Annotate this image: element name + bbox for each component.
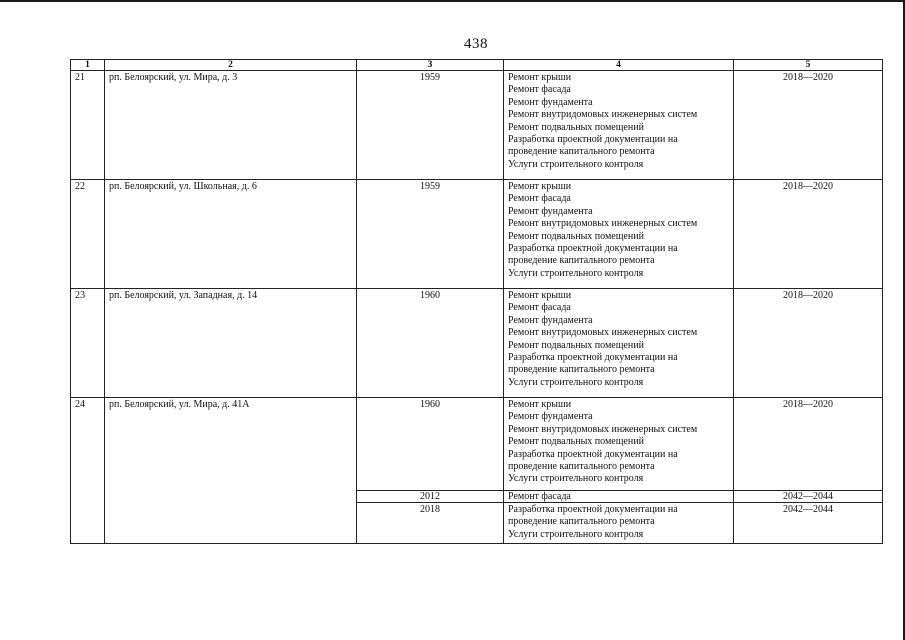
work-item: Разработка проектной документации на [508,352,678,364]
work-item: Услуги строительного контроля [508,158,644,170]
table-row [71,180,883,289]
column-header: 1 [71,60,105,71]
period-cell: 2018—2020 [734,398,883,491]
work-item: Услуги строительного контроля [508,473,644,485]
work-item: проведение капитального ремонта [508,516,655,528]
works-cell [504,180,734,289]
year-cell: 2012 [357,491,504,503]
work-item: Ремонт внутридомовых инженерных систем [508,218,698,230]
work-item: Услуги строительного контроля [508,376,644,388]
column-header: 4 [504,60,734,71]
work-item: Ремонт подвальных помещений [508,436,644,448]
work-item: Ремонт внутридомовых инженерных систем [508,327,698,339]
works-cell [504,503,734,544]
work-item: Услуги строительного контроля [508,267,644,279]
address-cell: рп. Белоярский, ул. Западная, д. 14 [105,289,357,398]
period-cell: 2042—2044 [734,491,883,503]
year-cell: 1959 [357,71,504,180]
work-item: Ремонт фундамента [508,314,593,326]
works-cell [504,289,734,398]
work-item: Ремонт внутридомовых инженерных систем [508,423,698,435]
work-item: Разработка проектной документации на [508,134,678,146]
work-item: проведение капитального ремонта [508,146,655,158]
work-item: Ремонт подвальных помещений [508,230,644,242]
row-number: 23 [71,289,105,398]
address-cell: рп. Белоярский, ул. Школьная, д. 6 [105,180,357,289]
year-cell: 1960 [357,398,504,491]
works-cell [504,71,734,180]
column-header: 2 [105,60,357,71]
work-item: Разработка проектной документации на [508,243,678,255]
work-item: проведение капитального ремонта [508,461,655,473]
period-cell: 2018—2020 [734,180,883,289]
works-cell [504,398,734,491]
row-number: 21 [71,71,105,180]
work-item: Ремонт подвальных помещений [508,121,644,133]
work-item: Ремонт фасада [508,302,571,314]
work-item: Ремонт фундамента [508,411,593,423]
year-cell: 2018 [357,503,504,544]
work-item: Ремонт фасада [508,84,571,96]
work-item: проведение капитального ремонта [508,364,655,376]
column-header: 5 [734,60,883,71]
work-item: Ремонт внутридомовых инженерных систем [508,109,698,121]
work-item: Ремонт крыши [508,290,572,301]
work-item: Ремонт крыши [508,72,572,83]
period-cell: 2018—2020 [734,71,883,180]
column-number-row [71,60,883,71]
column-header: 3 [357,60,504,71]
work-item: проведение капитального ремонта [508,255,655,267]
year-cell: 1959 [357,180,504,289]
work-item: Ремонт подвальных помещений [508,339,644,351]
address-cell: рп. Белоярский, ул. Мира, д. 41А [105,398,357,544]
table-row [71,71,883,180]
period-cell: 2042—2044 [734,503,883,544]
work-item: Ремонт фундамента [508,96,593,108]
year-cell: 1960 [357,289,504,398]
row-number: 24 [71,398,105,544]
work-item: Ремонт фасада [508,491,571,502]
work-item: Ремонт фасада [508,193,571,205]
table-row [71,398,883,491]
work-item: Разработка проектной документации на [508,448,678,460]
address-cell: рп. Белоярский, ул. Мира, д. 3 [105,71,357,180]
works-cell [504,491,734,503]
work-item: Ремонт фундамента [508,205,593,217]
period-cell: 2018—2020 [734,289,883,398]
work-item: Услуги строительного контроля [508,528,644,540]
work-item: Разработка проектной документации на [508,504,678,515]
page-number: 438 [464,36,488,52]
work-item: Ремонт крыши [508,181,572,192]
row-number: 22 [71,180,105,289]
table-row [71,289,883,398]
capital-repair-table [70,59,883,544]
scan-border-top [0,0,905,2]
work-item: Ремонт крыши [508,399,572,410]
